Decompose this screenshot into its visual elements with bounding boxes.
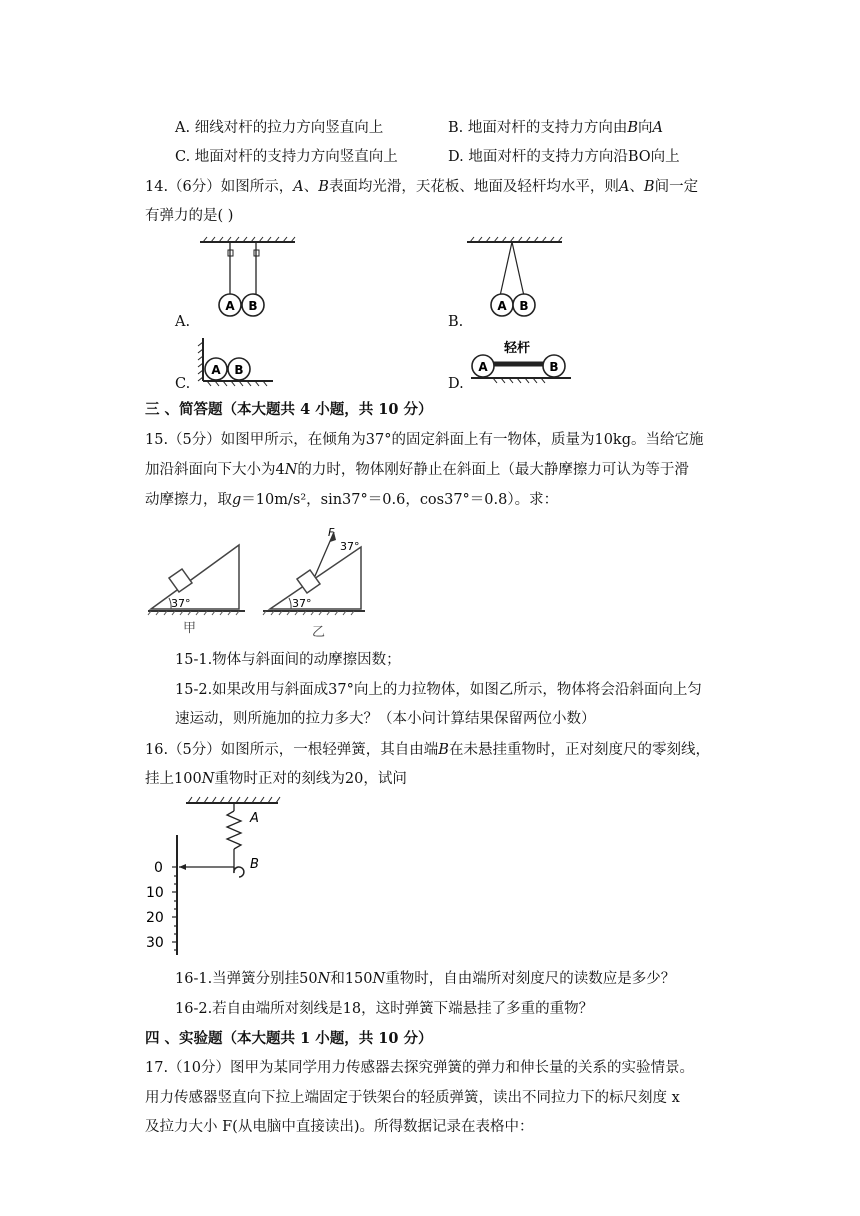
q14-option-d-label: D. (448, 376, 464, 392)
q16-tick-10: 10 (146, 885, 164, 901)
q14-b-ball-a-label: A (497, 299, 507, 313)
q15-yi-caption: 乙 (312, 625, 326, 640)
q14-stem-pre: 14.（6分）如图所示， (145, 179, 294, 195)
q16-stem-line1 (145, 740, 710, 760)
q14-stem-post: 间一定 (654, 179, 699, 195)
q14-figure-a (195, 236, 305, 326)
q16-line1-post: 在未悬挂重物时，正对刻度尺的零刻线， (448, 742, 710, 758)
q14-stem-line1 (145, 177, 698, 197)
q14-a-ball-b-label: B (248, 299, 258, 313)
q16-sub1-unit1: N (317, 971, 331, 987)
q14-var-b: B (318, 179, 329, 195)
q16-sub1-unit2: N (372, 971, 386, 987)
q15-line2-post: 的力时，物体刚好静止在斜面上（最大静摩擦力可认为等于滑 (297, 462, 689, 478)
section-4-heading: 四 、实验题（本大题共 1 小题，共 10 分） (145, 1030, 433, 1047)
q15-figure-yi (260, 522, 370, 640)
q16-figure (140, 795, 290, 960)
q15-line2-pre: 加沿斜面向下大小为4 (145, 462, 285, 478)
q15-stem-line3 (145, 490, 558, 510)
q16-tick-0: 0 (154, 860, 163, 876)
q15-yi-force-angle: 37° (340, 540, 360, 553)
q14-var-a2: A (618, 179, 630, 195)
q14-figure-d (467, 334, 577, 388)
q14-d-ball-b-label: B (549, 360, 559, 374)
q14-sep2: 、 (629, 179, 644, 195)
q14-c-ball-b-label: B (234, 363, 244, 377)
q14-option-c-label: C. (175, 376, 191, 392)
q13-option-c: C. 地面对杆的支持力方向竖直向上 (175, 149, 398, 165)
q14-option-a-label: A. (175, 314, 191, 330)
q17-stem-line1: 17.（10分）图甲为某同学用力传感器去探究弹簧的弹力和伸长量的关系的实验情景。 (145, 1060, 695, 1076)
q13-option-b-var1: B (627, 120, 639, 136)
q14-var-a: A (293, 179, 304, 195)
q16-line2-pre: 挂上100 (145, 771, 202, 787)
q15-yi-incline-angle: 37° (292, 597, 312, 610)
q15-line3-post: ＝10m/s²，sin37°＝0.6，cos37°＝0.8）。求： (241, 492, 559, 508)
q15-figure-jia (145, 538, 255, 638)
q16-var-b: B (438, 742, 449, 758)
q15-line3-pre: 动摩擦力，取 (145, 492, 232, 508)
q13-option-d: D. 地面对杆的支持力方向沿BO向上 (448, 149, 680, 165)
q17-stem-line2: 用力传感器竖直向下拉上端固定于铁架台的轻质弹簧，读出不同拉力下的标尺刻度 x (145, 1090, 680, 1106)
q14-sep: 、 (303, 179, 319, 195)
q14-var-b2: B (643, 179, 655, 195)
q16-line1-pre: 16.（5分）如图所示，一根轻弹簧，其自由端 (145, 742, 439, 758)
q15-stem-line1: 15.（5分）如图甲所示，在倾角为37°的固定斜面上有一物体，质量为10kg。当给它施 (145, 432, 704, 448)
q15-jia-caption: 甲 (183, 621, 197, 636)
q16-label-b: B (250, 857, 259, 872)
q15-stem-line2 (145, 460, 689, 480)
q14-option-b-label: B. (448, 314, 464, 330)
q13-option-b-var2: A (652, 120, 664, 136)
q16-label-a: A (250, 811, 259, 826)
q16-stem-line2 (145, 769, 407, 789)
q14-a-ball-a-label: A (225, 299, 235, 313)
q13-option-b-mid: 向 (638, 120, 653, 136)
q13-option-b (448, 118, 663, 138)
q14-figure-c (195, 336, 280, 388)
q15-jia-angle: 37° (171, 597, 191, 610)
q14-stem-mid: 表面均光滑，天花板、地面及轻杆均水平，则 (328, 179, 619, 195)
q17-stem-line3: 及拉力大小 F(从电脑中直接读出)。所得数据记录在表格中： (145, 1119, 534, 1135)
q14-c-ball-a-label: A (211, 363, 221, 377)
q14-d-ball-a-label: A (478, 360, 488, 374)
q16-tick-20: 20 (146, 910, 164, 926)
q13-option-b-pre: B. 地面对杆的支持力方向由 (448, 120, 628, 136)
q15-yi-force-label: F (328, 526, 335, 539)
q14-stem-line2: 有弹力的是( ) (145, 208, 234, 224)
q16-unit-n: N (201, 771, 215, 787)
q15-sub1: 15-1.物体与斜面间的动摩擦因数； (175, 652, 401, 668)
q15-sub2-line1: 15-2.如果改用与斜面成37°向上的力拉物体，如图乙所示，物体将会沿斜面向上匀 (175, 682, 702, 698)
q16-sub1 (175, 969, 675, 989)
q16-sub1-post: 重物时，自由端所对刻度尺的读数应是多少？ (385, 971, 676, 987)
q16-sub1-mid: 和150 (330, 971, 373, 987)
q14-figure-b (462, 236, 572, 326)
q16-tick-30: 30 (146, 935, 164, 951)
q16-sub2: 16-2.若自由端所对刻线是18，这时弹簧下端悬挂了多重的重物？ (175, 1001, 594, 1017)
section-3-heading: 三 、简答题（本大题共 4 小题，共 10 分） (145, 401, 433, 418)
q16-sub1-pre: 16-1.当弹簧分别挂50 (175, 971, 318, 987)
q15-var-g: g (232, 492, 242, 508)
q14-d-rod-label: 轻杆 (503, 341, 531, 356)
q16-line2-post: 重物时正对的刻线为20，试问 (214, 771, 407, 787)
q15-unit-n: N (284, 462, 298, 478)
q14-b-ball-b-label: B (519, 299, 529, 313)
q13-option-a: A. 细线对杆的拉力方向竖直向上 (175, 120, 384, 136)
q15-sub2-line2: 速运动，则所施加的拉力多大？（本小问计算结果保留两位小数） (175, 711, 596, 727)
